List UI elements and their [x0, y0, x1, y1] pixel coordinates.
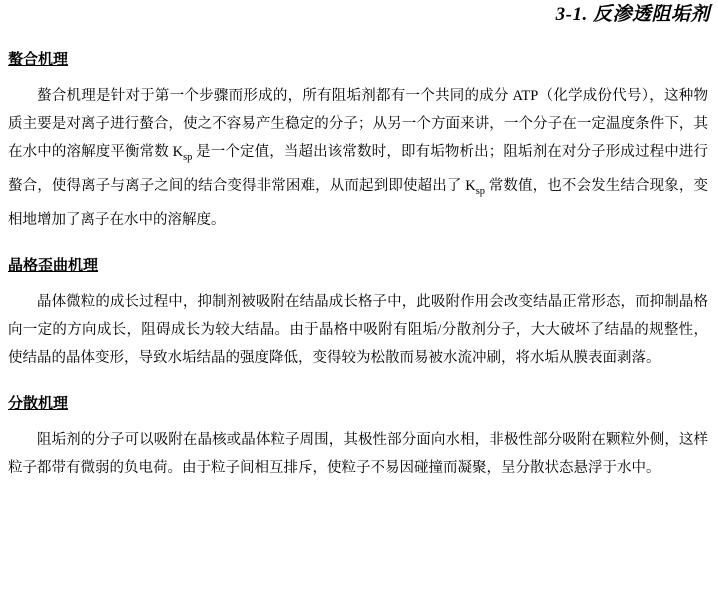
section-paragraph-chelation — [8, 82, 708, 234]
spacer — [8, 70, 708, 82]
section-dispersion — [0, 394, 718, 482]
section-heading-chelation: 螯合机理 — [8, 51, 69, 68]
spacer — [8, 276, 708, 288]
section-paragraph-lattice-distortion: 晶体微粒的成长过程中，抑制剂被吸附在结晶成长格子中，此吸附作用会改变结晶正常形态，而抑制晶格向一定的方向成长，阻碍成长为较大结晶。由于晶格中吸附有阻垢/分散剂分子，大大破坏了结晶的规整性，使结晶的晶体变形，导致水垢结晶的强度降低，变得较为松散而易被水流冲刷，将水垢从膜表面剥落。 — [8, 293, 708, 366]
page-title: 3-1. 反渗透阻垢剂 — [555, 4, 710, 25]
paragraph-part: 常数值，也不会发生结合现象，变相地增加了离子在水中的溶解度。 — [8, 177, 709, 228]
subscript-sp: sp — [183, 151, 193, 163]
spacer — [8, 414, 708, 426]
paragraph-part: 是一个定值，当超出该常数时，即有垢物析出；阻垢剂在对分子形成过程中进行螯合，使得离子与离子之间的结合变得非常困难，从而起到即使超出了 K — [8, 144, 708, 194]
spacer — [0, 28, 718, 50]
section-heading-dispersion: 分散机理 — [8, 394, 69, 412]
section-lattice-distortion — [0, 256, 718, 372]
paragraph-part: 螯合机理是针对于第一个步骤而形成的，所有阻垢剂都有一个共同的成分 ATP（化学成份代号），这种物质主要是对离子进行螯合，使之不容易产生稳定的分子；从另一个方面来讲，一个分子在一定温度条件下，其在水中的溶解度平衡常数 K — [8, 88, 708, 160]
section-chelation — [0, 50, 718, 234]
spacer — [0, 234, 718, 256]
section-heading-lattice-distortion: 晶格歪曲机理 — [8, 256, 99, 274]
section-paragraph-dispersion: 阻垢剂的分子可以吸附在晶核或晶体粒子周围，其极性部分面向水相，非极性部分吸附在颗粒外侧，这样粒子都带有微弱的负电荷。由于粒子间相互排斥，使粒子不易因碰撞而凝聚，呈分散状态悬浮于水中。 — [8, 431, 708, 476]
spacer — [0, 372, 718, 394]
subscript-sp: sp — [475, 185, 485, 197]
